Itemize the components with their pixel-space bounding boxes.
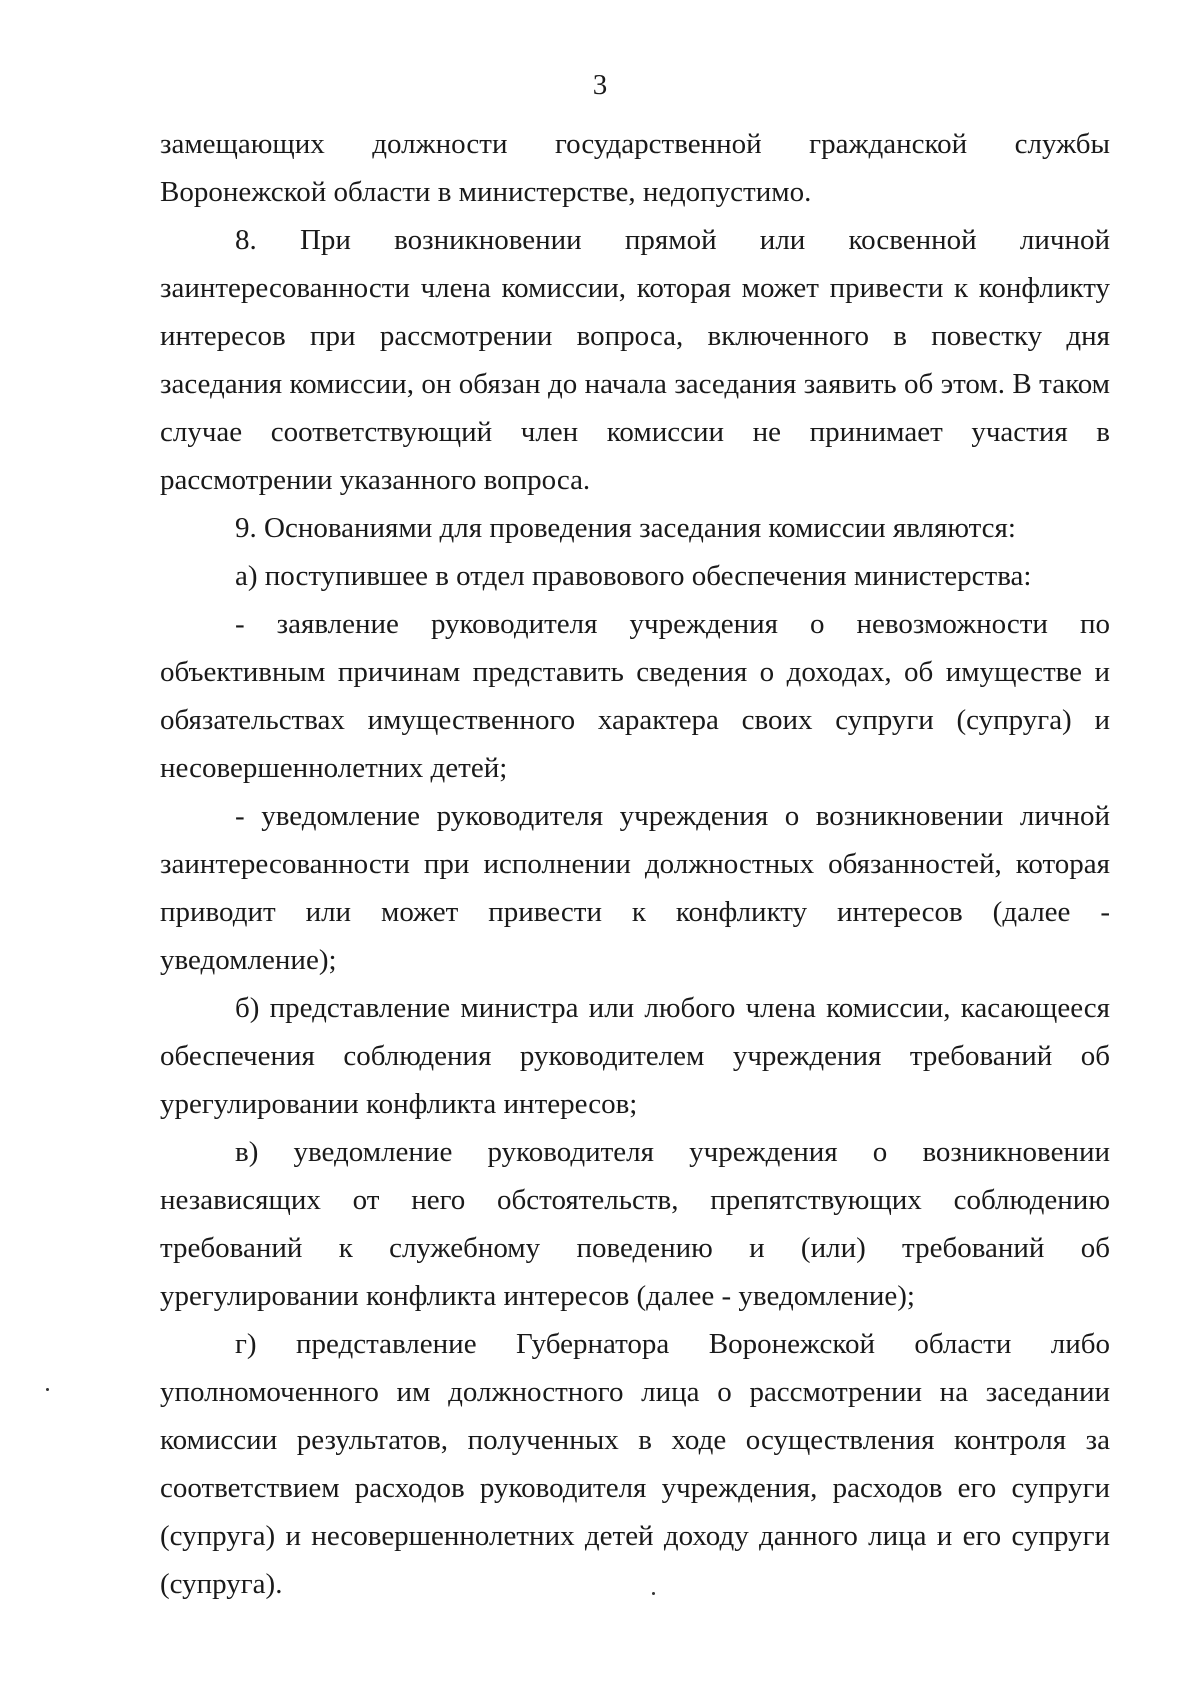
paragraph-dash-notification: - уведомление руководителя учреждения о возникновении личной заинтересованности при исполнении должностных обязанностей, которая приводит или может привести к конфликту интересов (далее - уведомление); (160, 800, 1110, 976)
paragraph-subitem-v: в) уведомление руководителя учреждения о возникновении независящих от него обстоятельств, препятствующих соблюдению требований к служебному поведению и (или) требований об урегулировании конфликта интересов (далее - уведомление); (160, 1136, 1110, 1312)
paragraph-dash-statement: - заявление руководителя учреждения о невозможности по объективным причинам представить сведения о доходах, об имуществе и обязательствах имущественного характера своих супруги (супруга) и несовершеннолетних детей; (160, 608, 1110, 784)
paragraph-subitem-g: г) представление Губернатора Воронежской области либо уполномоченного им должностного лица о рассмотрении на заседании комиссии результатов, полученных в ходе осуществления контроля за соответствием расходов руководителя учреждения, расходов его супруги (супруга) и несовершеннолетних детей доходу данного лица и его супруги (супруга). (160, 1328, 1110, 1600)
paragraph-subitem-a: а) поступившее в отдел правовового обеспечения министерства: (235, 560, 1032, 592)
paragraph-subitem-b: б) представление министра или любого члена комиссии, касающееся обеспечения соблюдения руководителем учреждения требований об урегулировании конфликта интересов; (160, 992, 1110, 1120)
page-number: 3 (592, 69, 608, 101)
scan-speck (46, 1388, 49, 1391)
document-body (160, 120, 1110, 1608)
paragraph-continuation: замещающих должности государственной гражданской службы Воронежской области в министерстве, недопустимо. (160, 128, 1110, 208)
scan-speck (652, 1592, 655, 1595)
paragraph-item-8: 8. При возникновении прямой или косвенной личной заинтересованности члена комиссии, которая может привести к конфликту интересов при рассмотрении вопроса, включенного в повестку дня заседания комиссии, он обязан до начала заседания заявить об этом. В таком случае соответствующий член комиссии не принимает участия в рассмотрении указанного вопроса. (160, 224, 1110, 496)
paragraph-item-9: 9. Основаниями для проведения заседания комиссии являются: (235, 512, 1016, 544)
